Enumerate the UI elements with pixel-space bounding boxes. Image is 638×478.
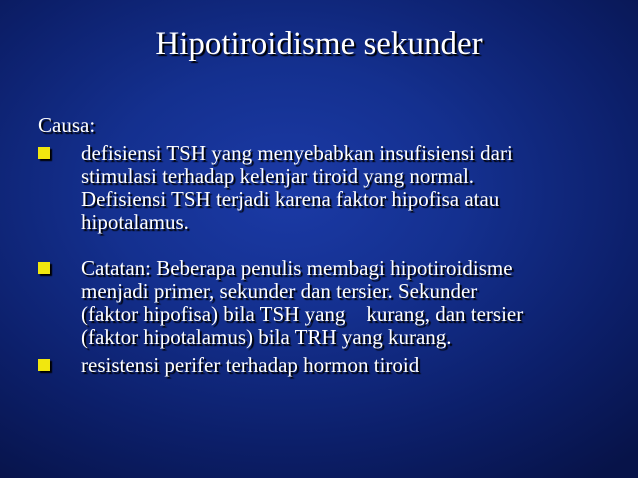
square-bullet-icon: [38, 359, 50, 371]
bullet-text-line: defisiensi TSH yang menyebabkan insufisiensi dari: [81, 141, 513, 165]
slide-title: Hipotiroidisme sekunder: [155, 26, 483, 62]
bullet-text-line: Catatan: Beberapa penulis membagi hipotiroidisme: [81, 256, 513, 280]
bullet-text-line: stimulasi terhadap kelenjar tiroid yang normal.: [81, 164, 475, 188]
bullet-text-line: menjadi primer, sekunder dan tersier. Sekunder: [81, 279, 478, 303]
causa-heading: Causa:: [38, 113, 96, 137]
bullet-text-line: Defisiensi TSH terjadi karena faktor hipofisa atau: [81, 187, 500, 211]
square-bullet-icon: [38, 147, 50, 159]
slide-body: [38, 114, 618, 377]
bullet-text-line: resistensi perifer terhadap hormon tiroid: [81, 353, 420, 377]
bullet-item-defisiensi: [38, 142, 618, 234]
bullet-text-line: hipotalamus.: [81, 210, 189, 234]
bullet-text-line: (faktor hipotalamus) bila TRH yang kurang.: [81, 325, 452, 349]
bullet-text-line: (faktor hipofisa) bila TSH yang kurang, dan tersier: [81, 302, 524, 326]
bullet-item-resistensi: [38, 354, 618, 377]
bullet-item-catatan: [38, 257, 618, 349]
square-bullet-icon: [38, 262, 50, 274]
